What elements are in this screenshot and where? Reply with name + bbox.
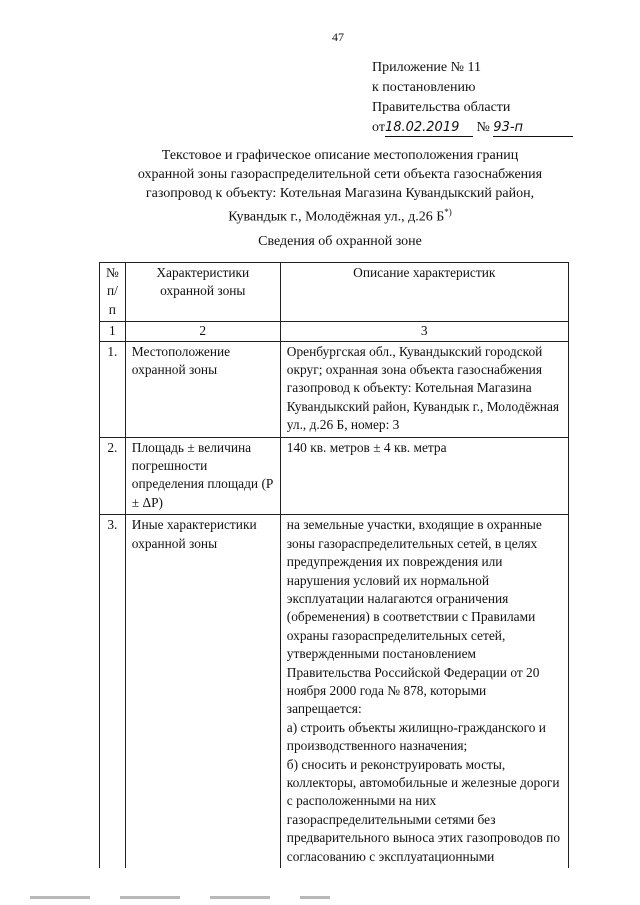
row-3-item-b: б) сносить и реконструировать мосты, коллекторы, автомобильные и железные дороги с расположенными на них газораспределительными сетями без предварительного выноса этих газопроводов по согласованию с эксплуатационными xyxy=(286,756,561,864)
header-description: Описание характеристик xyxy=(280,263,568,322)
title-line-2: охранной зоны газораспределительной сети объекта газоснабжения xyxy=(137,167,543,182)
appendix-line-1: Приложение № 11 xyxy=(372,60,481,75)
handwritten-date: 18.02.2019 xyxy=(385,120,473,137)
number-sign: № xyxy=(476,120,490,135)
numbering-cell-3: 3 xyxy=(280,322,568,341)
footnote-mark: *) xyxy=(444,207,452,217)
table-numbering-row xyxy=(100,322,569,341)
table-row xyxy=(100,515,569,868)
row-3-description-cell xyxy=(280,515,568,868)
row-2-characteristic: Площадь ± величина погрешности определения площади (P ± ΔP) xyxy=(125,437,280,515)
row-1-num: 1. xyxy=(100,341,126,437)
table-row xyxy=(100,437,569,515)
header-num: № п/п xyxy=(100,263,126,322)
table-row xyxy=(100,341,569,437)
appendix-date-line xyxy=(372,118,573,138)
document-title xyxy=(100,146,580,227)
title-line-1: Текстовое и графическое описание местоположения границ xyxy=(161,148,519,163)
row-1-description: Оренбургская обл., Кувандыкский городской округ; охранная зона объекта газоснабжения газопровод к объекту: Котельная Магазина Кувандыкский район, Кувандык г., Молодёжная ул., д.26 Б, номер: 3 xyxy=(280,341,568,437)
row-2-num: 2. xyxy=(100,437,126,515)
row-2-description: 140 кв. метров ± 4 кв. метра xyxy=(280,437,568,515)
appendix-line-2: к постановлению xyxy=(372,80,476,95)
title-line-3: газопровод к объекту: Котельная Магазина Кувандыкский район, xyxy=(145,186,535,201)
row-3-num: 3. xyxy=(100,515,126,868)
row-3-characteristic: Иные характеристики охранной зоны xyxy=(125,515,280,868)
page-number: 47 xyxy=(332,30,344,44)
table-header-row xyxy=(100,263,569,322)
appendix-block xyxy=(372,58,573,138)
row-3-description: на земельные участки, входящие в охранные зоны газораспределительных сетей, в целях предупреждения их повреждения или нарушения условий их нормальной эксплуатации налагаются ограничения (обременения) в соответствии с Правилами охраны газораспределительных сетей, утвержденными постановлением Правительства Российской Федерации от 20 ноября 2000 года № 878, которыми запрещается: xyxy=(286,517,542,717)
section-subtitle: Сведения об охранной зоне xyxy=(258,234,422,249)
row-1-characteristic: Местоположение охранной зоны xyxy=(125,341,280,437)
protection-zone-table xyxy=(99,262,569,868)
row-3-item-a: а) строить объекты жилищно-гражданского и производственного назначения; xyxy=(286,719,546,754)
scan-bottom-artifact xyxy=(30,896,330,899)
handwritten-number: 93-п xyxy=(493,120,573,137)
date-prefix: от xyxy=(372,120,385,135)
title-line-4-wrap xyxy=(100,203,580,227)
title-line-4: Кувандык г., Молодёжная ул., д.26 Б xyxy=(228,209,445,225)
header-characteristic: Характеристики охранной зоны xyxy=(125,263,280,322)
numbering-cell-1: 1 xyxy=(100,322,126,341)
numbering-cell-2: 2 xyxy=(125,322,280,341)
appendix-line-3: Правительства области xyxy=(372,100,511,115)
